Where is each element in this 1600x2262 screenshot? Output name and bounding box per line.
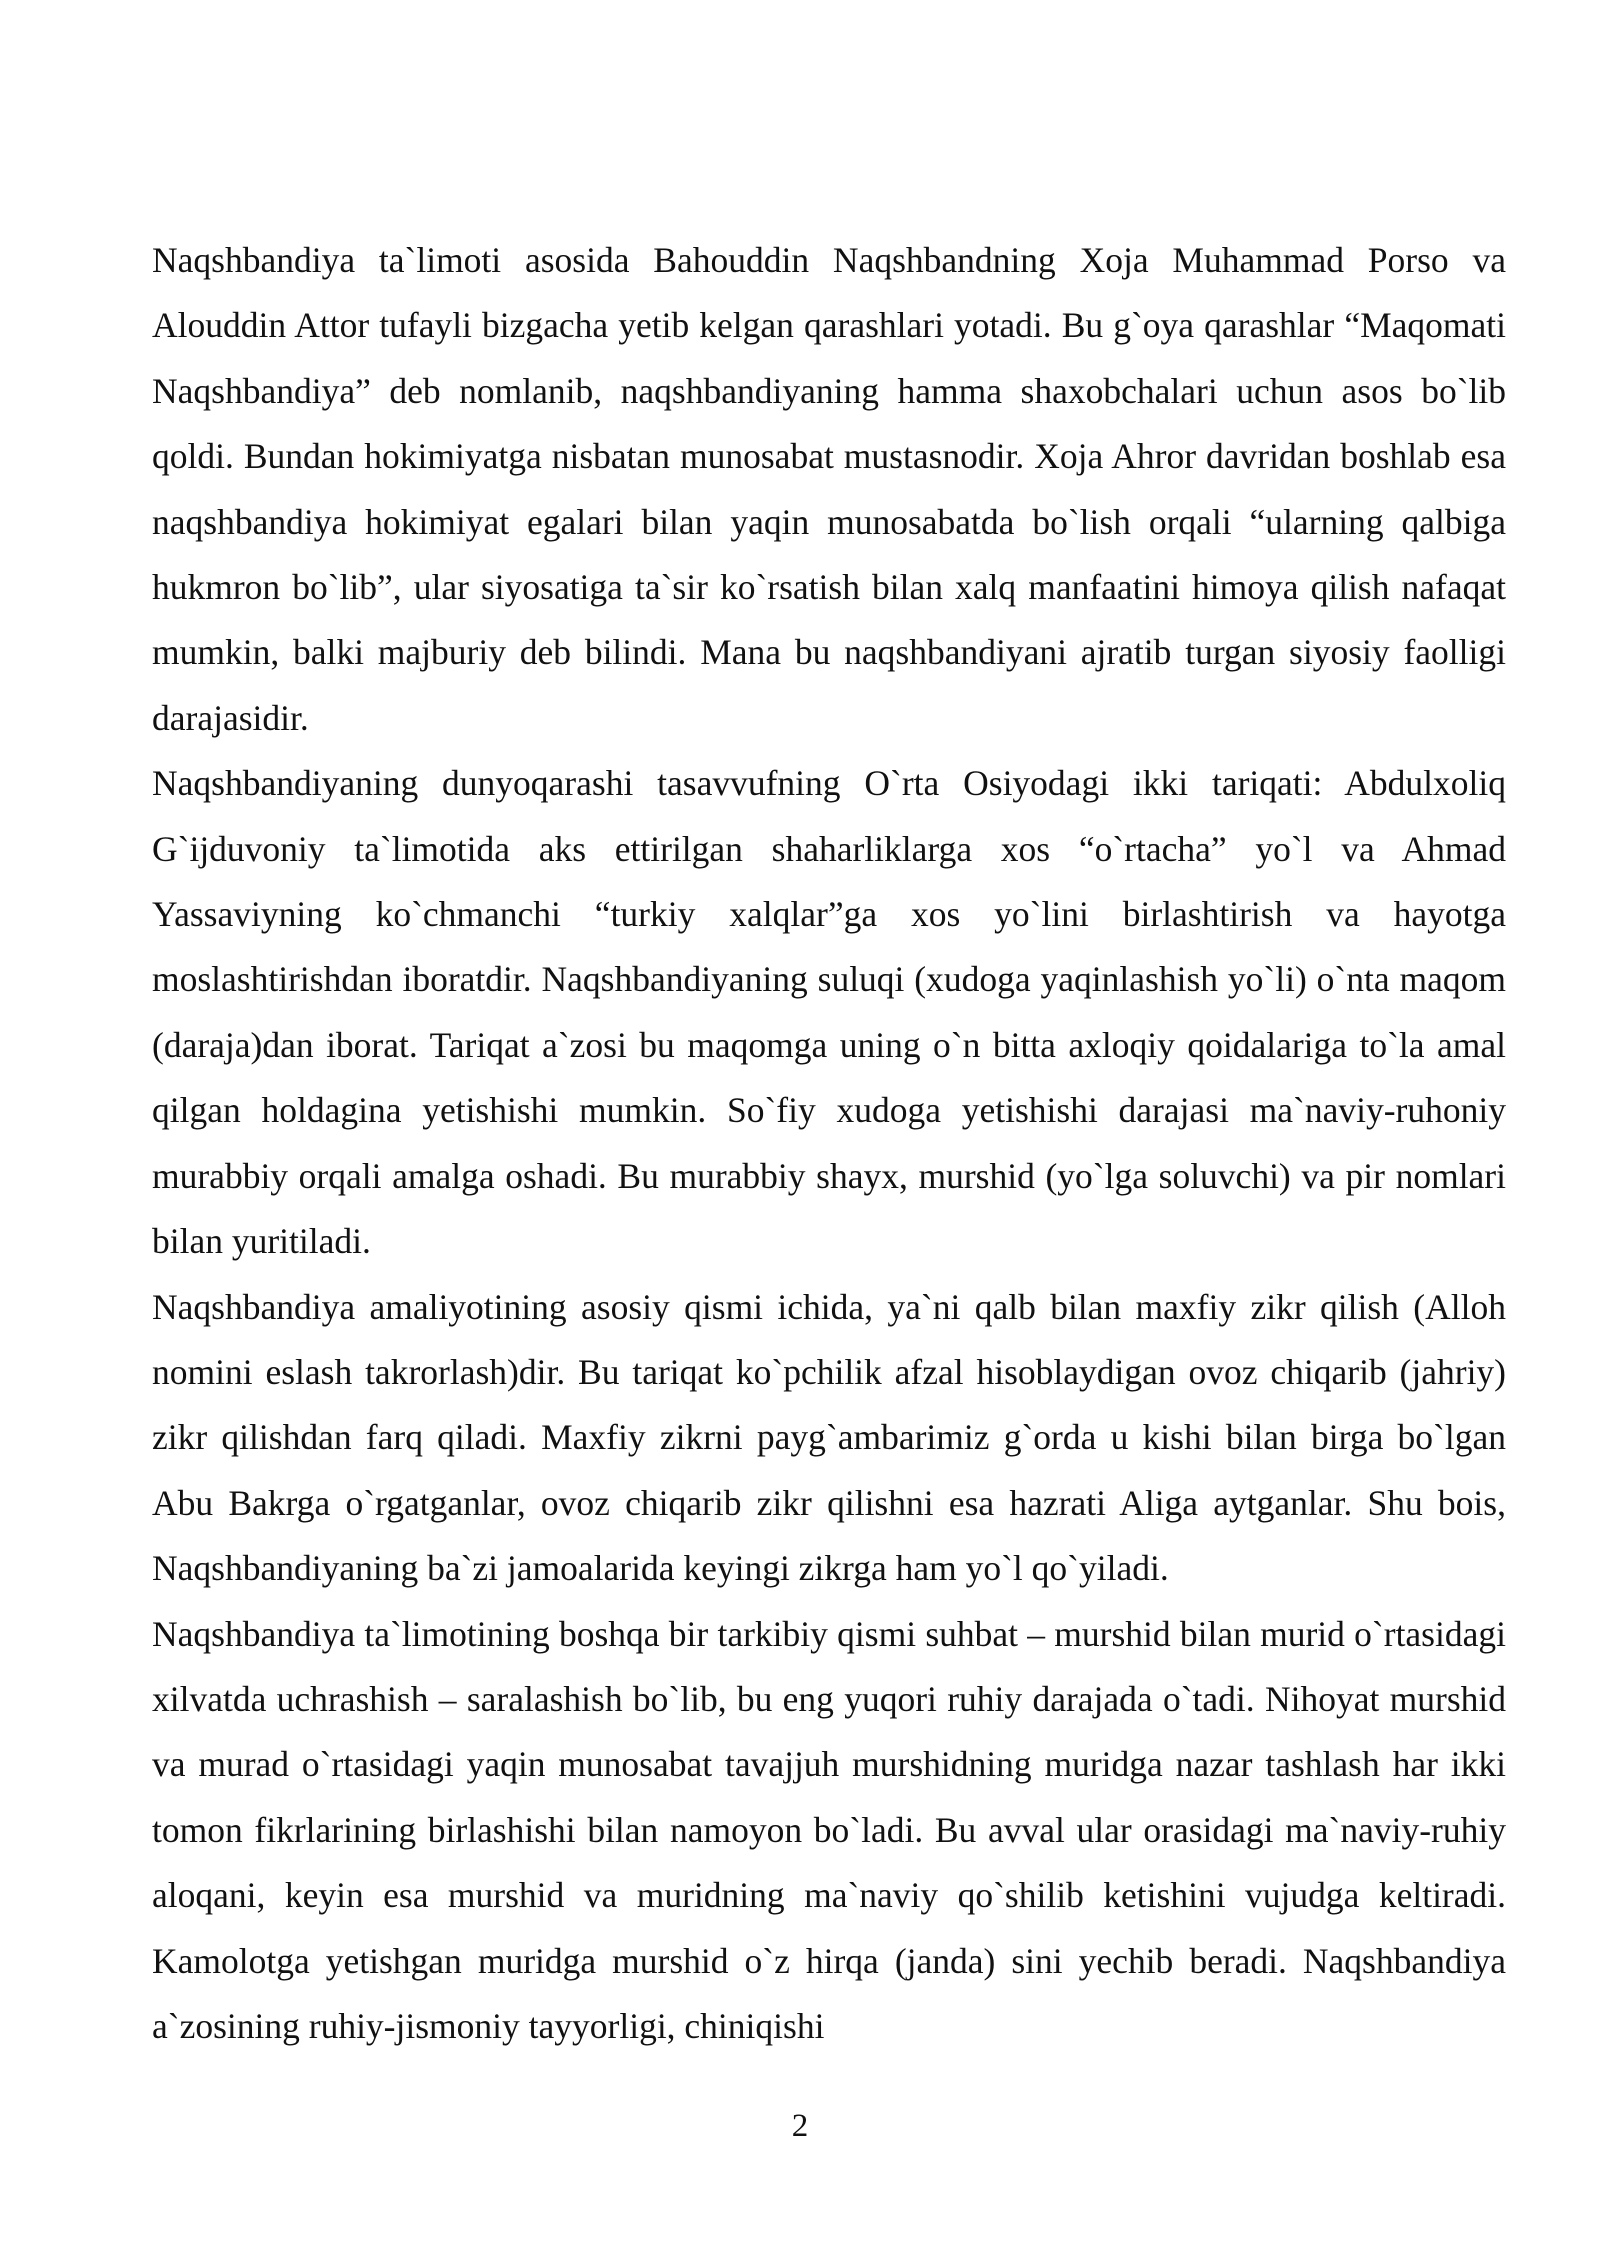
page-number: 2 [791,2108,809,2144]
paragraph-3: Naqshbandiya amaliyotining asosiy qismi ichida, ya`ni qalb bilan maxfiy zikr qilish (Alloh nomini eslash takrorlash)dir. Bu tariqat ko`pchilik afzal hisoblaydigan ovoz chiqarib (jahriy) zikr qilishdan farq qiladi. Maxfiy zikrni payg`ambarimiz g`orda u kishi bilan birga bo`lgan Abu Bakrga o`rgatganlar, ovoz chiqarib zikr qilishni esa hazrati Aliga aytganlar. Shu bois, Naqshbandiyaning ba`zi jamoalarida keyingi zikrga ham yo`l qo`yiladi. [152,1286,1506,1589]
paragraph-2: Naqshbandiyaning dunyoqarashi tasavvufning O`rta Osiyodagi ikki tariqati: Abdulxoliq G`ijduvoniy ta`limotida aks ettirilgan shaharliklarga xos “o`rtacha” yo`l va Ahmad Yassaviyning ko`chmanchi “turkiy xalqlar”ga xos yo`lini birlashtirish va hayotga moslashtirishdan iboratdir. Naqshbandiyaning suluqi (xudoga yaqinlashish yo`li) o`nta maqom (daraja)dan iborat. Tariqat a`zosi bu maqomga uning o`n bitta axloqiy qoidalariga to`la amal qilgan holdagina yetishishi mumkin. So`fiy xudoga yetishishi darajasi ma`naviy-ruhoniy murabbiy orqali amalga oshadi. Bu murabbiy shayx, murshid (yo`lga soluvchi) va pir nomlari bilan yuritiladi. [152,763,1506,1262]
paragraph-4: Naqshbandiya ta`limotining boshqa bir tarkibiy qismi suhbat – murshid bilan murid o`rtasidagi xilvatda uchrashish – saralashish bo`lib, bu eng yuqori ruhiy darajada o`tadi. Nihoyat murshid va murad o`rtasidagi yaqin munosabat tavajjuh murshidning muridga nazar tashlash har ikki tomon fikrlarining birlashishi bilan namoyon bo`ladi. Bu avval ular orasidagi ma`naviy-ruhiy aloqani, keyin esa murshid va muridning ma`naviy qo`shilib ketishini vujudga keltiradi. Kamolotga yetishgan muridga murshid o`z hirqa (janda) sini yechib beradi. Naqshbandiya a`zosining ruhiy-jismoniy tayyorligi, chiniqishi [152,1613,1506,2046]
body-text [152,228,1506,2059]
paragraph-1: Naqshbandiya ta`limoti asosida Bahouddin Naqshbandning Xoja Muhammad Porso va Alouddin Attor tufayli bizgacha yetib kelgan qarashlari yotadi. Bu g`oya qarashlar “Maqomati Naqshbandiya” deb nomlanib, naqshbandiyaning hamma shaxobchalari uchun asos bo`lib qoldi. Bundan hokimiyatga nisbatan munosabat mustasnodir. Xoja Ahror davridan boshlab esa naqshbandiya hokimiyat egalari bilan yaqin munosabatda bo`lish orqali “ularning qalbiga hukmron bo`lib”, ular siyosatiga ta`sir ko`rsatish bilan xalq manfaatini himoya qilish nafaqat mumkin, balki majburiy deb bilindi. Mana bu naqshbandiyani ajratib turgan siyosiy faolligi darajasidir. [152,240,1506,738]
